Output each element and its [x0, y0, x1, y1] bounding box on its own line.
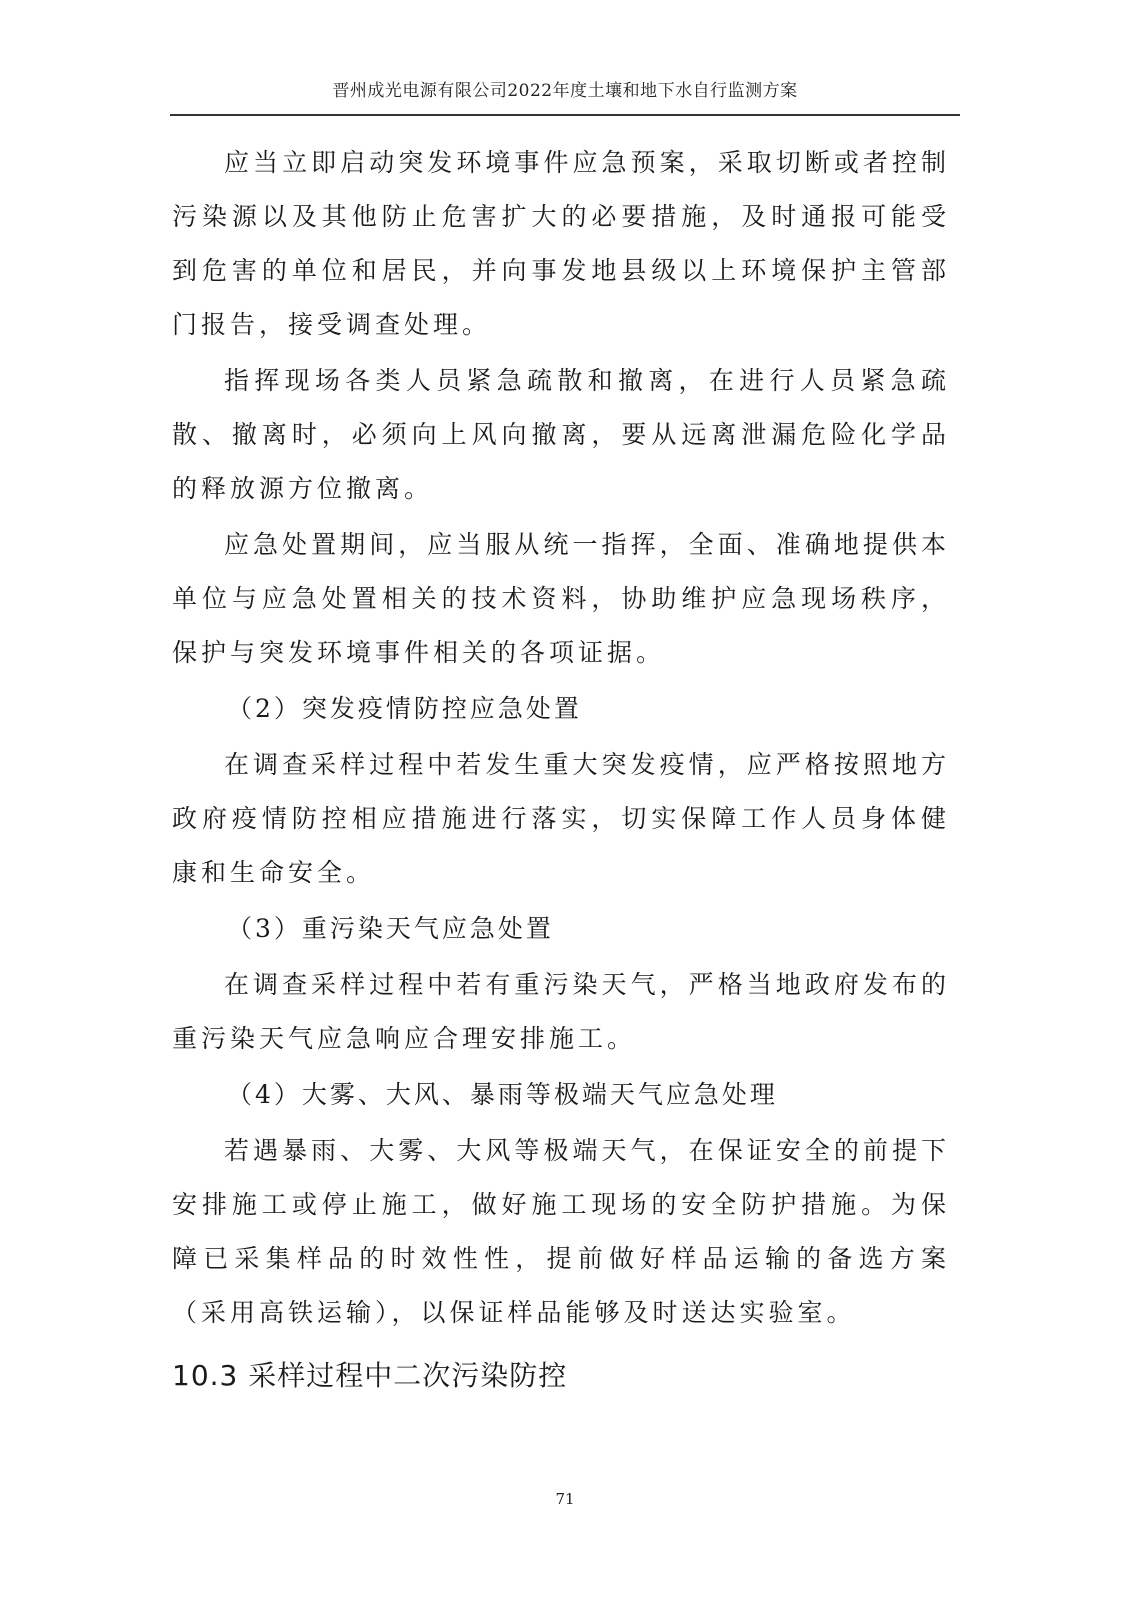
subheading-extreme-weather: （4）大雾、大风、暴雨等极端天气应急处理 — [227, 1080, 778, 1109]
paragraph-emergency-response: 应当立即启动突发环境事件应急预案，采取切断或者控制污染源以及其他防止危害扩大的必要措施，及时通报可能受到危害的单位和居民，并向事发地县级以上环境保护主管部门报告，接受调查处理。 — [172, 148, 950, 339]
subheading-heavy-pollution: （3）重污染天气应急处置 — [227, 914, 554, 943]
paragraph-evacuation: 指挥现场各类人员紧急疏散和撤离，在进行人员紧急疏散、撤离时，必须向上风向撤离，要从远离泄漏危险化学品的释放源方位撤离。 — [172, 366, 950, 503]
running-header: 晋州成光电源有限公司2022年度土壤和地下水自行监测方案 — [332, 81, 798, 101]
paragraph-command-coordination: 应急处置期间，应当服从统一指挥，全面、准确地提供本单位与应急处置相关的技术资料，协助维护应急现场秩序，保护与突发环境事件相关的各项证据。 — [172, 530, 950, 667]
paragraph-extreme-weather: 若遇暴雨、大雾、大风等极端天气，在保证安全的前提下安排施工或停止施工，做好施工现场的安全防护措施。为保障已采集样品的时效性性，提前做好样品运输的备选方案（采用高铁运输），以保证样品能够及时送达实验室。 — [172, 1136, 950, 1327]
page-number: 71 — [555, 1490, 575, 1508]
paragraph-heavy-pollution: 在调查采样过程中若有重污染天气，严格当地政府发布的重污染天气应急响应合理安排施工。 — [172, 970, 950, 1053]
subheading-epidemic: （2）突发疫情防控应急处置 — [227, 694, 582, 723]
paragraph-epidemic: 在调查采样过程中若发生重大突发疫情，应严格按照地方政府疫情防控相应措施进行落实，切实保障工作人员身体健康和生命安全。 — [172, 750, 950, 887]
page-body — [172, 136, 950, 1400]
header-divider — [170, 114, 960, 116]
section-title: 10.3 采样过程中二次污染防控 — [172, 1359, 568, 1392]
